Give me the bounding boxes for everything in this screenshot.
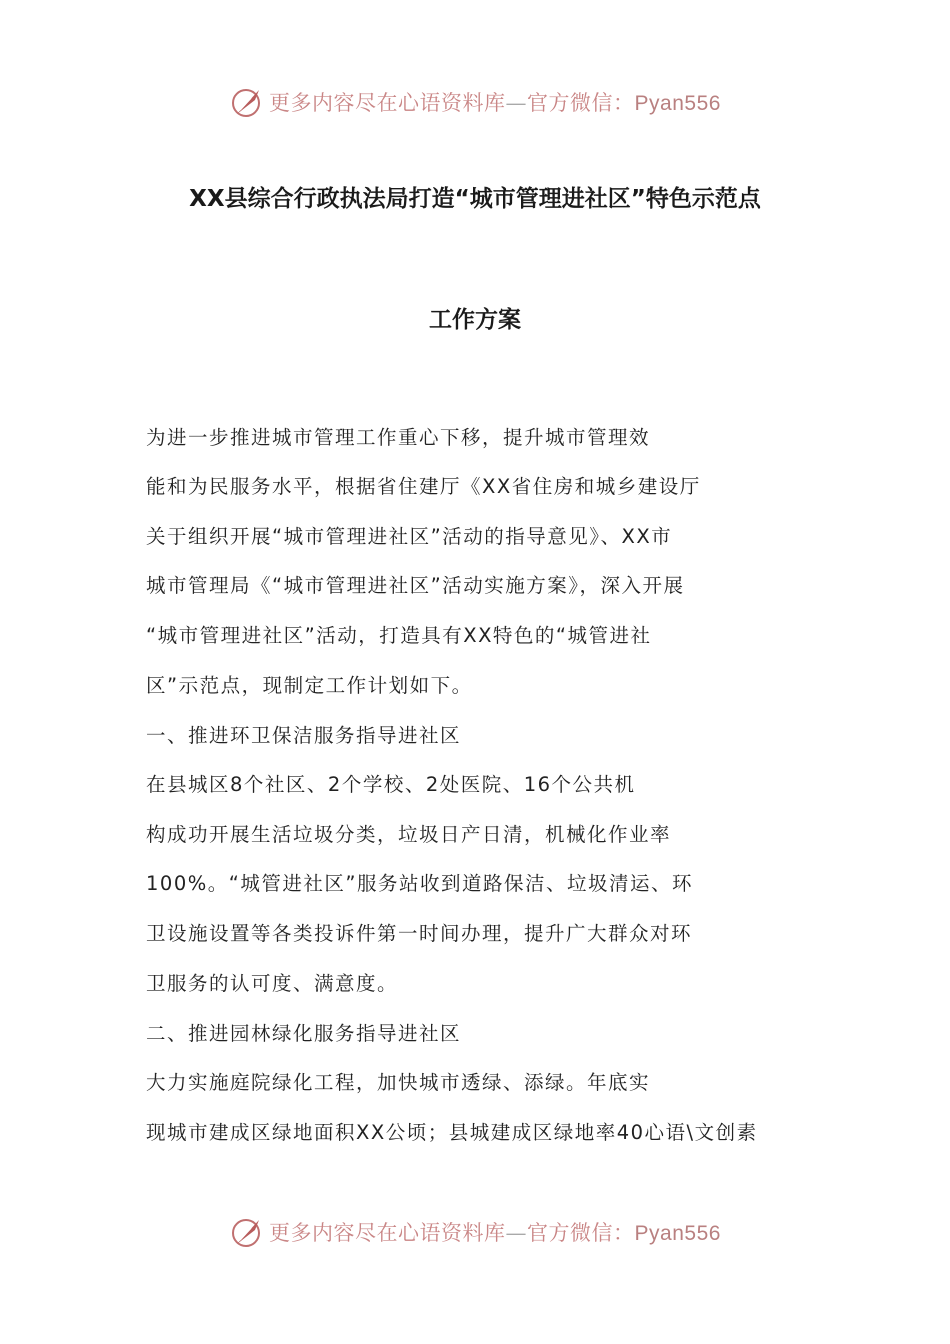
document-subtitle: 工作方案 xyxy=(429,307,521,333)
body-line: 关于组织开展“城市管理进社区”活动的指导意见》、XX市 xyxy=(146,525,673,548)
header-watermark xyxy=(0,80,950,124)
body-line: “城市管理进社区”活动，打造具有XX特色的“城管进社 xyxy=(146,624,652,647)
body-line: 为进一步推进城市管理工作重心下移，提升城市管理效 xyxy=(146,426,651,449)
body-line: 卫服务的认可度、满意度。 xyxy=(146,972,399,995)
watermark-text: 更多内容尽在心语资料库—官方微信：Pyan556 xyxy=(269,1221,721,1245)
body-line: 在县城区8个社区、2个学校、2处医院、16个公共机 xyxy=(146,773,636,796)
body-line: 现城市建成区绿地面积XX公顷；县城建成区绿地率40心语\文创素 xyxy=(146,1121,758,1144)
footer-watermark xyxy=(0,1210,950,1254)
body-line: 城市管理局《“城市管理进社区”活动实施方案》，深入开展 xyxy=(146,574,685,597)
body-line: 大力实施庭院绿化工程，加快城市透绿、添绿。年底实 xyxy=(146,1071,651,1094)
watermark-text: 更多内容尽在心语资料库—官方微信：Pyan556 xyxy=(269,91,721,115)
body-line: 构成功开展生活垃圾分类，垃圾日产日清，机械化作业率 xyxy=(146,823,672,846)
section-heading: 一、推进环卫保洁服务指导进社区 xyxy=(146,724,462,747)
document-title: XX县综合行政执法局打造“城市管理进社区”特色示范点 xyxy=(189,186,761,212)
quill-logo-icon xyxy=(229,84,265,120)
body-line: 区”示范点，现制定工作计划如下。 xyxy=(146,674,473,697)
body-line: 100%。“城管进社区”服务站收到道路保洁、垃圾清运、环 xyxy=(146,872,693,895)
section-heading: 二、推进园林绿化服务指导进社区 xyxy=(146,1022,462,1045)
body-line: 能和为民服务水平，根据省住建厅《XX省住房和城乡建设厅 xyxy=(146,475,701,498)
body-line: 卫设施设置等各类投诉件第一时间办理，提升广大群众对环 xyxy=(146,922,693,945)
quill-logo-icon xyxy=(229,1214,265,1250)
